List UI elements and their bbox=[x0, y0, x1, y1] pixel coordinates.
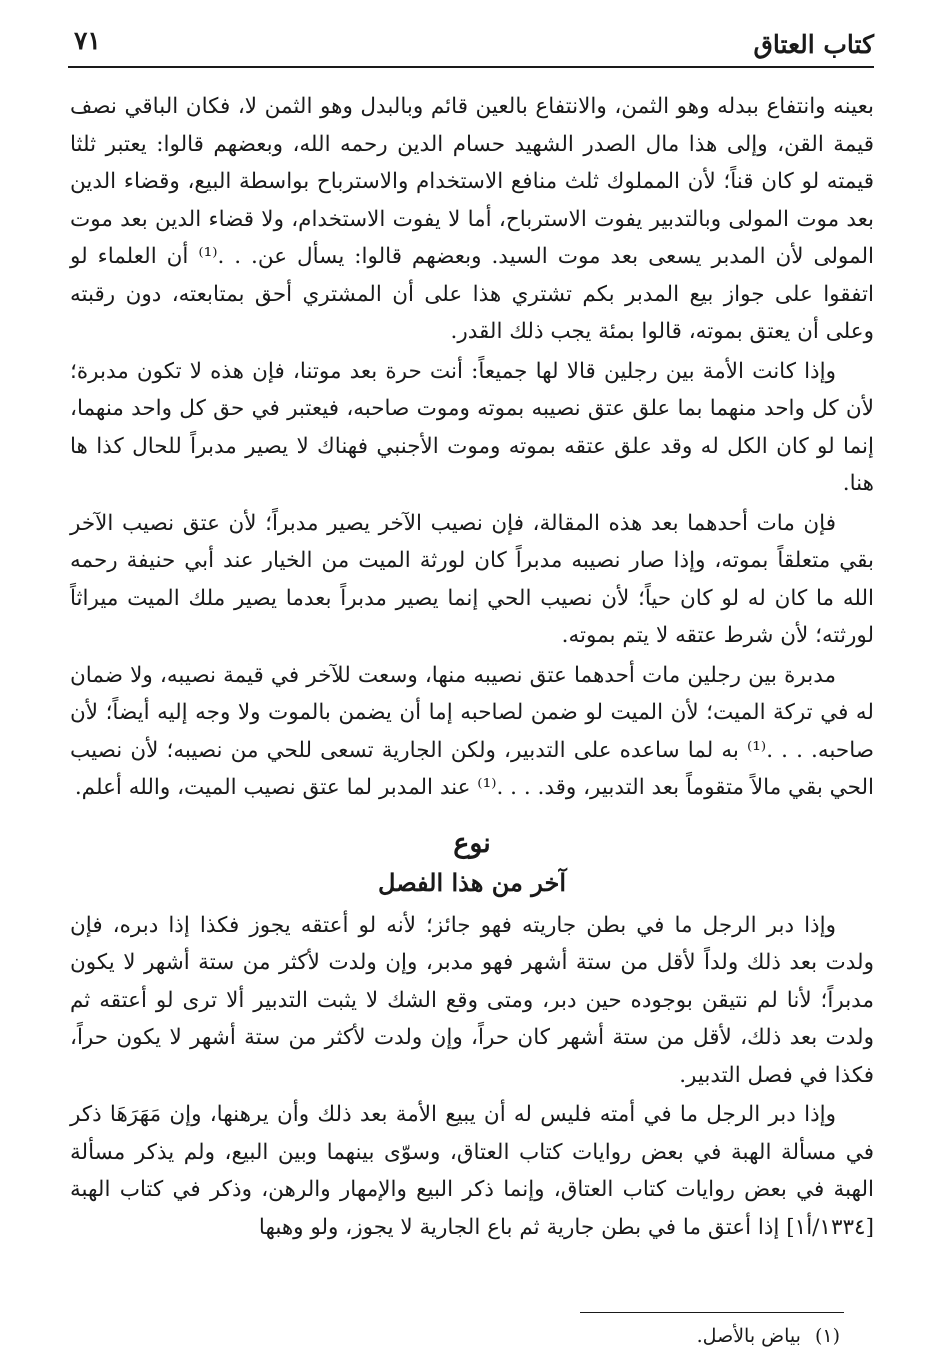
paragraph: مدبرة بين رجلين مات أحدهما عتق نصيبه منها، وسعت للآخر في قيمة نصيبه، ولا ضمان له في تركة الميت؛ لأن الميت لو ضمن لصاحبه إما أن يضمن بالموت ولا وجه إليه أيضاً؛ لأن صاحبه. . . .⁽¹⁾ به لما ساعده على التدبير، ولكن الجارية تسعى للحي من نصيبه؛ لأن نصيب الحي بقي مالاً متقوماً بعد التدبير، وقد. . . .⁽¹⁾ عند المدبر لما عتق نصيب الميت، والله أعلم. bbox=[70, 662, 875, 800]
paragraph: فإن مات أحدهما بعد هذه المقالة، فإن نصيب الآخر يصير مدبراً؛ لأن عتق نصيب الآخر بقي متعلقاً بموته، وإذا صار نصيبه مدبراً كان لورثة الميت من الخيار عند أبي حنيفة رحمه الله ما كان له لو كان حياً؛ لأن نصيب الحي إنما يصير مدبراً بعدما يصير ملك الميت ميراثاً لورثته؛ لأن شرط عتقه لا يتم بموته. bbox=[70, 510, 874, 648]
footnote-marker: (١) bbox=[814, 1325, 840, 1347]
footnote bbox=[697, 1322, 840, 1350]
page-header bbox=[68, 22, 874, 68]
section-subheading: آخر من هذا الفصل bbox=[378, 867, 566, 897]
section-heading: نوع bbox=[453, 827, 491, 859]
page-body bbox=[70, 88, 874, 1246]
footnote-divider bbox=[580, 1312, 844, 1313]
paragraph: وإذا دبر الرجل ما في أمته فليس له أن يبيع الأمة بعد ذلك وأن يرهنها، وإن مَهَرَهَا ذكر في مسألة الهبة في بعض روايات كتاب العتاق، وسوّى بينهما وبين البيع، ولم يذكر مسألة الهبة في بعض روايات كتاب العتاق، وإنما ذكر البيع والإمهار والرهن، وذكر في كتاب الهبة [١٣٣٤/أ١] إذا أعتق ما في بطن جارية ثم باع الجارية لا يجوز، ولو وهبها bbox=[70, 1102, 874, 1240]
footnote-text: بياض بالأصل. bbox=[696, 1325, 801, 1347]
paragraph: وإذا كانت الأمة بين رجلين قالا لها جميعاً: أنت حرة بعد موتنا، فإن هذه لا تكون مدبرة؛ لأن كل واحد منهما بما علق عتق نصيبه بموته وموت صاحبه، فيعتبر في حق كل واحد منهما، إنما لو كان الكل له وقد علق عتقه بموته وموت الأجنبي فهناك لا يصير مدبراً للحال كذا ها هنا. bbox=[70, 358, 874, 496]
running-title: كتاب العتاق bbox=[753, 30, 874, 59]
page-number: ٧١ bbox=[74, 26, 101, 55]
paragraph: بعينه وانتفاع ببدله وهو الثمن، والانتفاع بالعين قائم وبالبدل وهو الثمن لا، فكان الباقي نصف قيمة القن، وإلى هذا مال الصدر الشهيد حسام الدين رحمه الله، وبعضهم قالوا: يعتبر ثلثا قيمته لو كان قناً؛ لأن المملوك ثلث منافع الاستخدام والاسترباح بواسطة البيع، وقضاء الدين بعد موت المولى وبالتدبير يفوت الاسترباح، أما لا يفوت الاستخدام، ولا قضاء الدين بعد موت المولى لأن المدبر يسعى بعد موت السيد. وبعضهم قالوا: يسأل عن. . .⁽¹⁾ أن العلماء لو اتفقوا على جواز بيع المدبر بكم تشتري هذا على أن المشتري أحق بمتابعته، دون رقبته وعلى أن يعتق بموته، قالوا بمئة يجب ذلك القدر. bbox=[70, 94, 874, 344]
paragraph: وإذا دبر الرجل ما في بطن جاريته فهو جائز؛ لأنه لو أعتقه يجوز فكذا إذا دبره، فإن ولدت بعد ذلك ولداً لأقل من ستة أشهر فهو مدبر، وإن ولدت لأكثر من ستة أشهر لا يكون مدبراً؛ لأنا لم نتيقن بوجوده حين دبر، ومتى وقع الشك لا يثبت التدبير ألا ترى لو أعتقه ثم ولدت بعد ذلك، لأقل من ستة أشهر كان حراً، وإن ولدت لأكثر من ستة أشهر لا يكون حراً، فكذا في فصل التدبير. bbox=[70, 912, 874, 1088]
